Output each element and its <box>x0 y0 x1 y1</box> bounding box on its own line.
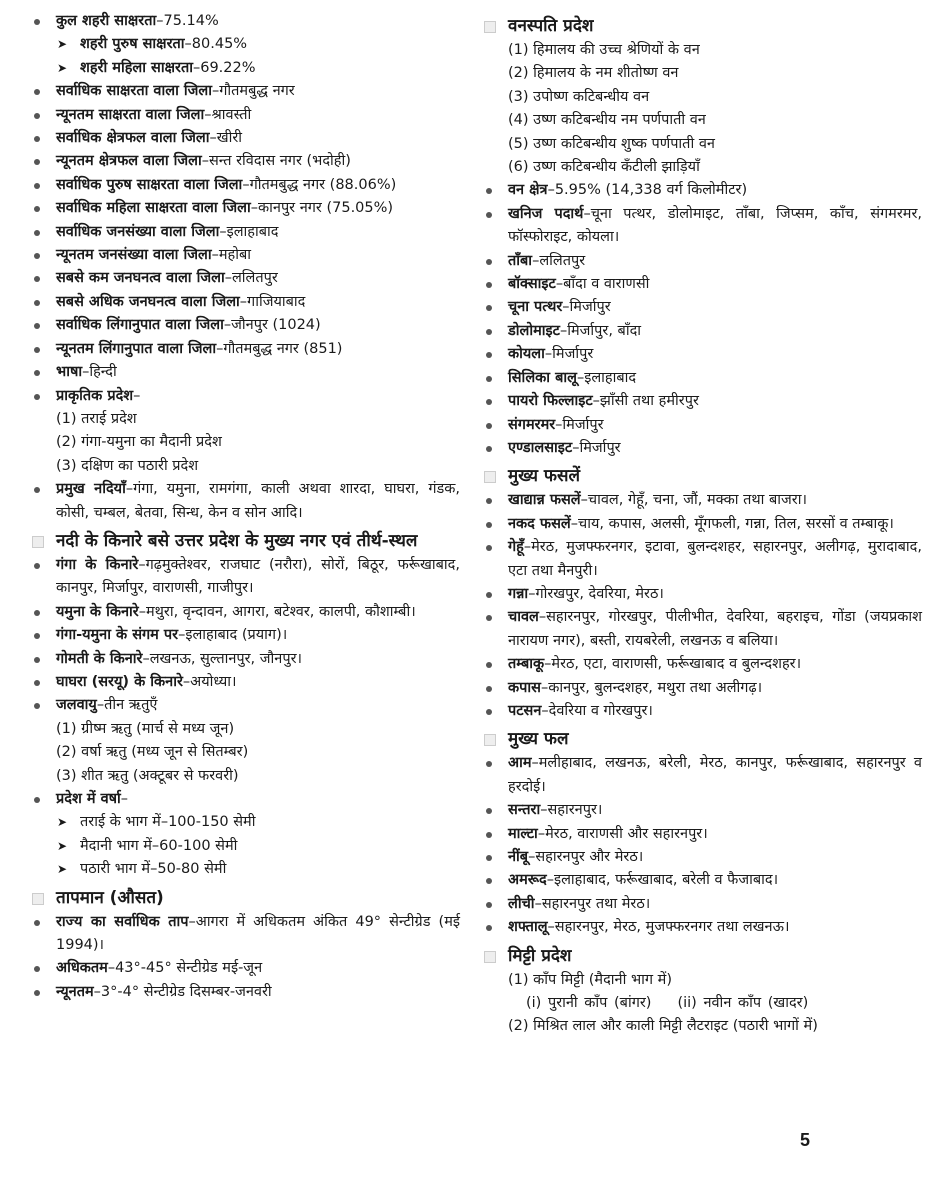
bullet-item <box>482 437 922 460</box>
item-text: –गाजियाबाद <box>239 293 306 310</box>
bullet-item <box>30 478 460 525</box>
item-label: डोलोमाइट <box>508 322 560 339</box>
item-text: –महोबा <box>211 247 251 264</box>
item-label: ताँबा <box>508 252 533 269</box>
item-text: –गढ़मुक्तेश्वर, राजघाट (नरौरा), सोरों, बिठूर, फर्रूखाबाद, कानपुर, मिर्जापुर, वाराणसी, गाजीपुर। <box>56 556 460 597</box>
item-text: –आगरा में अधिकतम अंकित 49° सेन्टीग्रेड (मई 1994)। <box>56 913 460 954</box>
item-label: तम्बाकू <box>508 656 545 673</box>
item-label: कोयला <box>508 346 545 363</box>
bullet-item <box>482 179 922 202</box>
bullet-item <box>482 296 922 319</box>
bullet-item <box>30 80 460 103</box>
item-label: खाद्यान्न फसलें <box>508 492 581 509</box>
bullet-item <box>482 752 922 799</box>
item-text: –कानपुर, बुलन्दशहर, मथुरा तथा अलीगढ़। <box>540 679 763 696</box>
section-heading <box>482 943 922 969</box>
sub-item <box>30 57 460 80</box>
item-label: प्राकृतिक प्रदेश <box>56 387 134 404</box>
numbered-item <box>482 39 922 62</box>
item-text: –75.14% <box>156 13 219 29</box>
item-label: सबसे कम जनघनत्व वाला जिला <box>56 270 225 287</box>
item-text: तापमान (औसत) <box>56 887 164 908</box>
item-label: सर्वाधिक लिंगानुपात वाला जिला <box>56 317 224 334</box>
item-label: गेहूँ <box>508 539 524 556</box>
item-text: –हिन्दी <box>82 364 117 381</box>
item-text: वनस्पति प्रदेश <box>508 16 594 36</box>
item-text: –इलाहाबाद (प्रयाग)। <box>178 627 288 644</box>
item-text: (2) हिमालय के नम शीतोष्ण वन <box>508 65 679 82</box>
sub-item <box>30 811 460 834</box>
numbered-item <box>482 156 922 179</box>
item-label: शहरी पुरुष साक्षरता <box>80 36 185 53</box>
item-label: न्यूनतम <box>56 983 94 1000</box>
bullet-item <box>30 267 460 290</box>
numbered-item <box>482 1015 922 1038</box>
item-text: –चाय, कपास, अलसी, मूँगफली, गन्ना, तिल, सरसों व तम्बाकू। <box>570 515 894 532</box>
bullet-item <box>482 653 922 676</box>
item-label: यमुना के किनारे <box>56 603 139 620</box>
bullet-item <box>482 367 922 390</box>
item-text: – <box>120 791 129 807</box>
item-text: (1) हिमालय की उच्च श्रेणियों के वन <box>508 42 700 58</box>
item-label: वन क्षेत्र <box>508 182 548 199</box>
bullet-item <box>30 10 460 33</box>
item-label: सर्वाधिक साक्षरता वाला जिला <box>56 83 212 100</box>
item-text: –ललितपुर <box>532 252 586 269</box>
bullet-item <box>30 648 460 671</box>
item-label: बॉक्साइट <box>508 276 556 293</box>
item-text: –चावल, गेहूँ, चना, जौं, मक्का तथा बाजरा। <box>580 492 807 509</box>
item-label: गंगा के किनारे <box>56 556 139 573</box>
item-text: –69.22% <box>192 59 256 76</box>
bullet-item <box>30 385 460 408</box>
item-label: सन्तरा <box>508 802 541 819</box>
item-label: कपास <box>508 679 541 696</box>
item-text: मैदानी भाग में–60-100 सेमी <box>80 837 238 854</box>
item-label: सर्वाधिक महिला साक्षरता वाला जिला <box>56 200 251 217</box>
item-text: मिट्टी प्रदेश <box>508 945 572 966</box>
item-text: –झाँसी तथा हमीरपुर <box>592 393 699 410</box>
item-text: –मथुरा, वृन्दावन, आगरा, बटेश्वर, कालपी, कौशाम्बी। <box>138 603 416 620</box>
item-label: न्यूनतम जनसंख्या वाला जिला <box>56 247 212 264</box>
bullet-item <box>482 893 922 916</box>
item-text: (i) पुरानी काँप (बांगर) <box>526 995 652 1012</box>
item-text: –5.95% (14,338 वर्ग किलोमीटर) <box>547 182 748 199</box>
bullet-item <box>30 221 460 244</box>
item-label: सबसे अधिक जनघनत्व वाला जिला <box>56 293 240 310</box>
item-text: –सहारनपुर और मेरठ। <box>528 849 644 865</box>
item-text: –लखनऊ, सुल्तानपुर, जौनपुर। <box>142 650 303 667</box>
item-label: अमरूद <box>508 872 547 889</box>
item-label: नींबू <box>508 849 529 865</box>
item-label: प्रदेश में वर्षा <box>56 791 121 807</box>
bullet-item <box>30 624 460 647</box>
bullet-item <box>30 957 460 980</box>
bullet-item <box>482 606 922 653</box>
item-label: भाषा <box>56 364 83 381</box>
item-text: –इलाहाबाद <box>576 369 637 386</box>
item-label: खनिज पदार्थ <box>508 205 584 222</box>
item-label: राज्य का सर्वाधिक ताप <box>56 913 189 930</box>
item-text: तराई के भाग में–100-150 सेमी <box>80 814 256 831</box>
bullet-item <box>482 320 922 343</box>
item-label: सर्वाधिक जनसंख्या वाला जिला <box>56 223 220 240</box>
item-label: गंगा-यमुना के संगम पर <box>56 627 179 644</box>
item-text: (2) गंगा-यमुना का मैदानी प्रदेश <box>56 434 222 451</box>
item-label: न्यूनतम लिंगानुपात वाला जिला <box>56 340 217 357</box>
item-text: (5) उष्ण कटिबन्धीय शुष्क पर्णपाती वन <box>508 135 715 152</box>
item-text: (2) मिश्रित लाल और काली मिट्टी लैटराइट (पठारी भागों में) <box>508 1018 818 1035</box>
bullet-item <box>482 700 922 723</box>
numbered-item <box>30 741 460 764</box>
bullet-item <box>482 536 922 583</box>
numbered-item <box>30 408 460 431</box>
item-label: सिलिका बालू <box>508 369 577 386</box>
bullet-item <box>30 127 460 150</box>
section-heading <box>482 13 922 39</box>
numbered-item <box>482 133 922 156</box>
item-text: –80.45% <box>184 36 248 53</box>
bullet-item <box>482 677 922 700</box>
item-text: –मिर्जापुर, बाँदा <box>559 322 642 339</box>
item-text: –मेरठ, मुजफ्फरनगर, इटावा, बुलन्दशहर, सहारनपुर, अलीगढ़, मुरादाबाद, एटा तथा मैनपुरी। <box>508 539 922 579</box>
item-text: –मिर्जापुर <box>544 346 594 363</box>
section-heading <box>30 885 460 911</box>
bullet-item <box>30 314 460 337</box>
numbered-item <box>482 969 922 992</box>
item-label: पायरो फिल्लाइट <box>508 393 593 410</box>
item-text: (3) उपोष्ण कटिबन्धीय वन <box>508 88 650 105</box>
item-text: (ii) नवीन काँप (खादर) <box>677 995 809 1012</box>
item-label: अधिकतम <box>56 960 108 977</box>
bullet-item <box>482 390 922 413</box>
sub-item <box>30 835 460 858</box>
bullet-item <box>30 671 460 694</box>
item-label: गोमती के किनारे <box>56 650 143 667</box>
sub-item <box>30 33 460 56</box>
bullet-item <box>30 788 460 811</box>
item-label: कुल शहरी साक्षरता <box>56 13 157 29</box>
item-text: –सहारनपुर, मेरठ, मुजफ्फरनगर तथा लखनऊ। <box>547 919 790 936</box>
bullet-item <box>482 799 922 822</box>
bullet-item <box>30 174 460 197</box>
item-text: –गोरखपुर, देवरिया, मेरठ। <box>528 585 664 602</box>
bullet-item <box>30 197 460 220</box>
bullet-item <box>30 291 460 314</box>
item-label: चावल <box>508 609 539 626</box>
item-text: –मिर्जापुर <box>572 439 621 456</box>
item-text: पठारी भाग में–50-80 सेमी <box>80 861 227 878</box>
numbered-item <box>482 86 922 109</box>
item-text: (3) शीत ऋतु (अक्टूबर से फरवरी) <box>56 767 239 784</box>
item-label: चूना पत्थर <box>508 299 563 316</box>
item-text: मुख्य फल <box>508 729 569 750</box>
item-label: संगमरमर <box>508 416 556 433</box>
item-label: सर्वाधिक क्षेत्रफल वाला जिला <box>56 130 210 147</box>
item-text: –ललितपुर <box>224 270 278 287</box>
item-text: –मलीहाबाद, लखनऊ, बरेली, मेरठ, कानपुर, फर्रूखाबाद, सहारनपुर व हरदोई। <box>508 755 922 795</box>
right-column <box>482 10 922 1039</box>
item-text: (3) दक्षिण का पठारी प्रदेश <box>56 457 199 474</box>
bullet-item <box>30 338 460 361</box>
numbered-item <box>482 109 922 132</box>
section-heading <box>482 726 922 752</box>
item-label: लीची <box>508 895 535 912</box>
numbered-item <box>482 62 922 85</box>
bullet-item <box>30 361 460 384</box>
bullet-item <box>482 846 922 869</box>
item-text: (6) उष्ण कटिबन्धीय कँटीली झाड़ियाँ <box>508 159 700 176</box>
left-column <box>30 10 460 1004</box>
bullet-item <box>30 150 460 173</box>
bullet-item <box>30 694 460 717</box>
bullet-item <box>482 273 922 296</box>
sub-item <box>30 858 460 881</box>
item-label: घाघरा (सरयू) के किनारे <box>56 673 183 690</box>
item-label: आम <box>508 755 532 772</box>
sub-numbered-item <box>482 992 922 1015</box>
item-label: शहरी महिला साक्षरता <box>80 59 193 76</box>
page-number: 5 <box>800 1130 811 1150</box>
item-text: –मिर्जापुर <box>562 299 611 316</box>
bullet-item <box>482 869 922 892</box>
numbered-item <box>30 765 460 788</box>
bullet-item <box>30 244 460 267</box>
item-text: –देवरिया व गोरखपुर। <box>541 702 653 719</box>
item-text: मुख्य फसलें <box>508 466 581 487</box>
item-text: –सहारनपुर तथा मेरठ। <box>534 895 651 912</box>
section-heading <box>482 463 922 489</box>
item-text: – <box>133 387 141 404</box>
bullet-item <box>482 583 922 606</box>
item-text: –तीन ऋतुएँ <box>96 697 158 714</box>
bullet-item <box>30 601 460 624</box>
item-text: –मिर्जापुर <box>555 416 604 433</box>
section-heading <box>30 528 460 554</box>
item-label: जलवायु <box>56 697 97 714</box>
bullet-item <box>30 981 460 1004</box>
item-text: (1) तराई प्रदेश <box>56 410 137 427</box>
numbered-item <box>30 455 460 478</box>
item-text: –43°-45° सेन्टीग्रेड मई-जून <box>107 960 263 977</box>
item-text: –इलाहाबाद <box>219 223 279 240</box>
item-text: –श्रावस्ती <box>204 106 252 123</box>
item-text: –बाँदा व वाराणसी <box>555 276 650 293</box>
item-text: –जौनपुर (1024) <box>223 317 321 334</box>
item-label: नकद फसलें <box>508 515 571 532</box>
item-label: एण्डालसाइट <box>508 439 573 456</box>
bullet-item <box>482 916 922 939</box>
item-text: –इलाहाबाद, फर्रूखाबाद, बरेली व फैजाबाद। <box>546 872 779 889</box>
bullet-item <box>30 104 460 127</box>
bullet-item <box>482 489 922 512</box>
item-label: प्रमुख नदियाँ <box>56 481 126 498</box>
bullet-item <box>30 554 460 601</box>
item-label: शफ्तालू <box>508 919 548 936</box>
bullet-item <box>482 203 922 250</box>
item-label: माल्टा <box>508 825 538 842</box>
item-text: –सहारनपुर। <box>540 802 603 819</box>
item-text: –3°-4° सेन्टीग्रेड दिसम्बर-जनवरी <box>93 983 272 1000</box>
item-label: पटसन <box>508 702 542 719</box>
item-text: (1) काँप मिट्टी (मैदानी भाग में) <box>508 971 673 988</box>
item-text: (1) ग्रीष्म ऋतु (मार्च से मध्य जून) <box>56 720 235 737</box>
numbered-item <box>30 431 460 454</box>
item-label: गन्ना <box>508 585 529 602</box>
item-text: –अयोध्या। <box>182 673 237 690</box>
item-text: –खीरी <box>209 130 243 147</box>
item-text: –सहारनपुर, गोरखपुर, पीलीभीत, देवरिया, बहराइच, गोंडा (जयप्रकाश नारायण नगर), बस्ती, रायबरेली, लखनऊ व बलिया। <box>508 609 922 649</box>
item-text: (4) उष्ण कटिबन्धीय नम पर्णपाती वन <box>508 112 706 129</box>
bullet-item <box>482 343 922 366</box>
bullet-item <box>482 250 922 273</box>
bullet-item <box>30 911 460 958</box>
item-label: न्यूनतम साक्षरता वाला जिला <box>56 106 205 123</box>
item-text: –गंगा, यमुना, रामगंगा, काली अथवा शारदा, घाघरा, गंडक, कोसी, चम्बल, बेतवा, सिन्ध, केन व सोन आदि। <box>56 481 461 521</box>
item-text: –मेरठ, वाराणसी और सहारनपुर। <box>537 825 708 842</box>
item-text: नदी के किनारे बसे उत्तर प्रदेश के मुख्य नगर एवं तीर्थ-स्थल <box>56 530 418 551</box>
bullet-item <box>482 414 922 437</box>
item-text: –कानपुर नगर (75.05%) <box>250 200 394 217</box>
item-text: –गौतमबुद्ध नगर (851) <box>216 340 343 357</box>
item-text: –सन्त रविदास नगर (भदोही) <box>201 153 351 170</box>
item-label: सर्वाधिक पुरुष साक्षरता वाला जिला <box>56 176 243 193</box>
bullet-item <box>482 823 922 846</box>
numbered-item <box>30 718 460 741</box>
item-text: –गौतमबुद्ध नगर <box>211 83 295 100</box>
item-label: न्यूनतम क्षेत्रफल वाला जिला <box>56 153 202 170</box>
item-text: –चूना पत्थर, डोलोमाइट, ताँबा, जिप्सम, काँच, संगमरमर, फॉस्फोराइट, कोयला। <box>508 205 922 246</box>
item-text: (2) वर्षा ऋतु (मध्य जून से सितम्बर) <box>56 744 249 761</box>
item-text: –मेरठ, एटा, वाराणसी, फर्रूखाबाद व बुलन्दशहर। <box>544 656 802 673</box>
bullet-item <box>482 513 922 536</box>
item-text: –गौतमबुद्ध नगर (88.06%) <box>242 176 397 193</box>
